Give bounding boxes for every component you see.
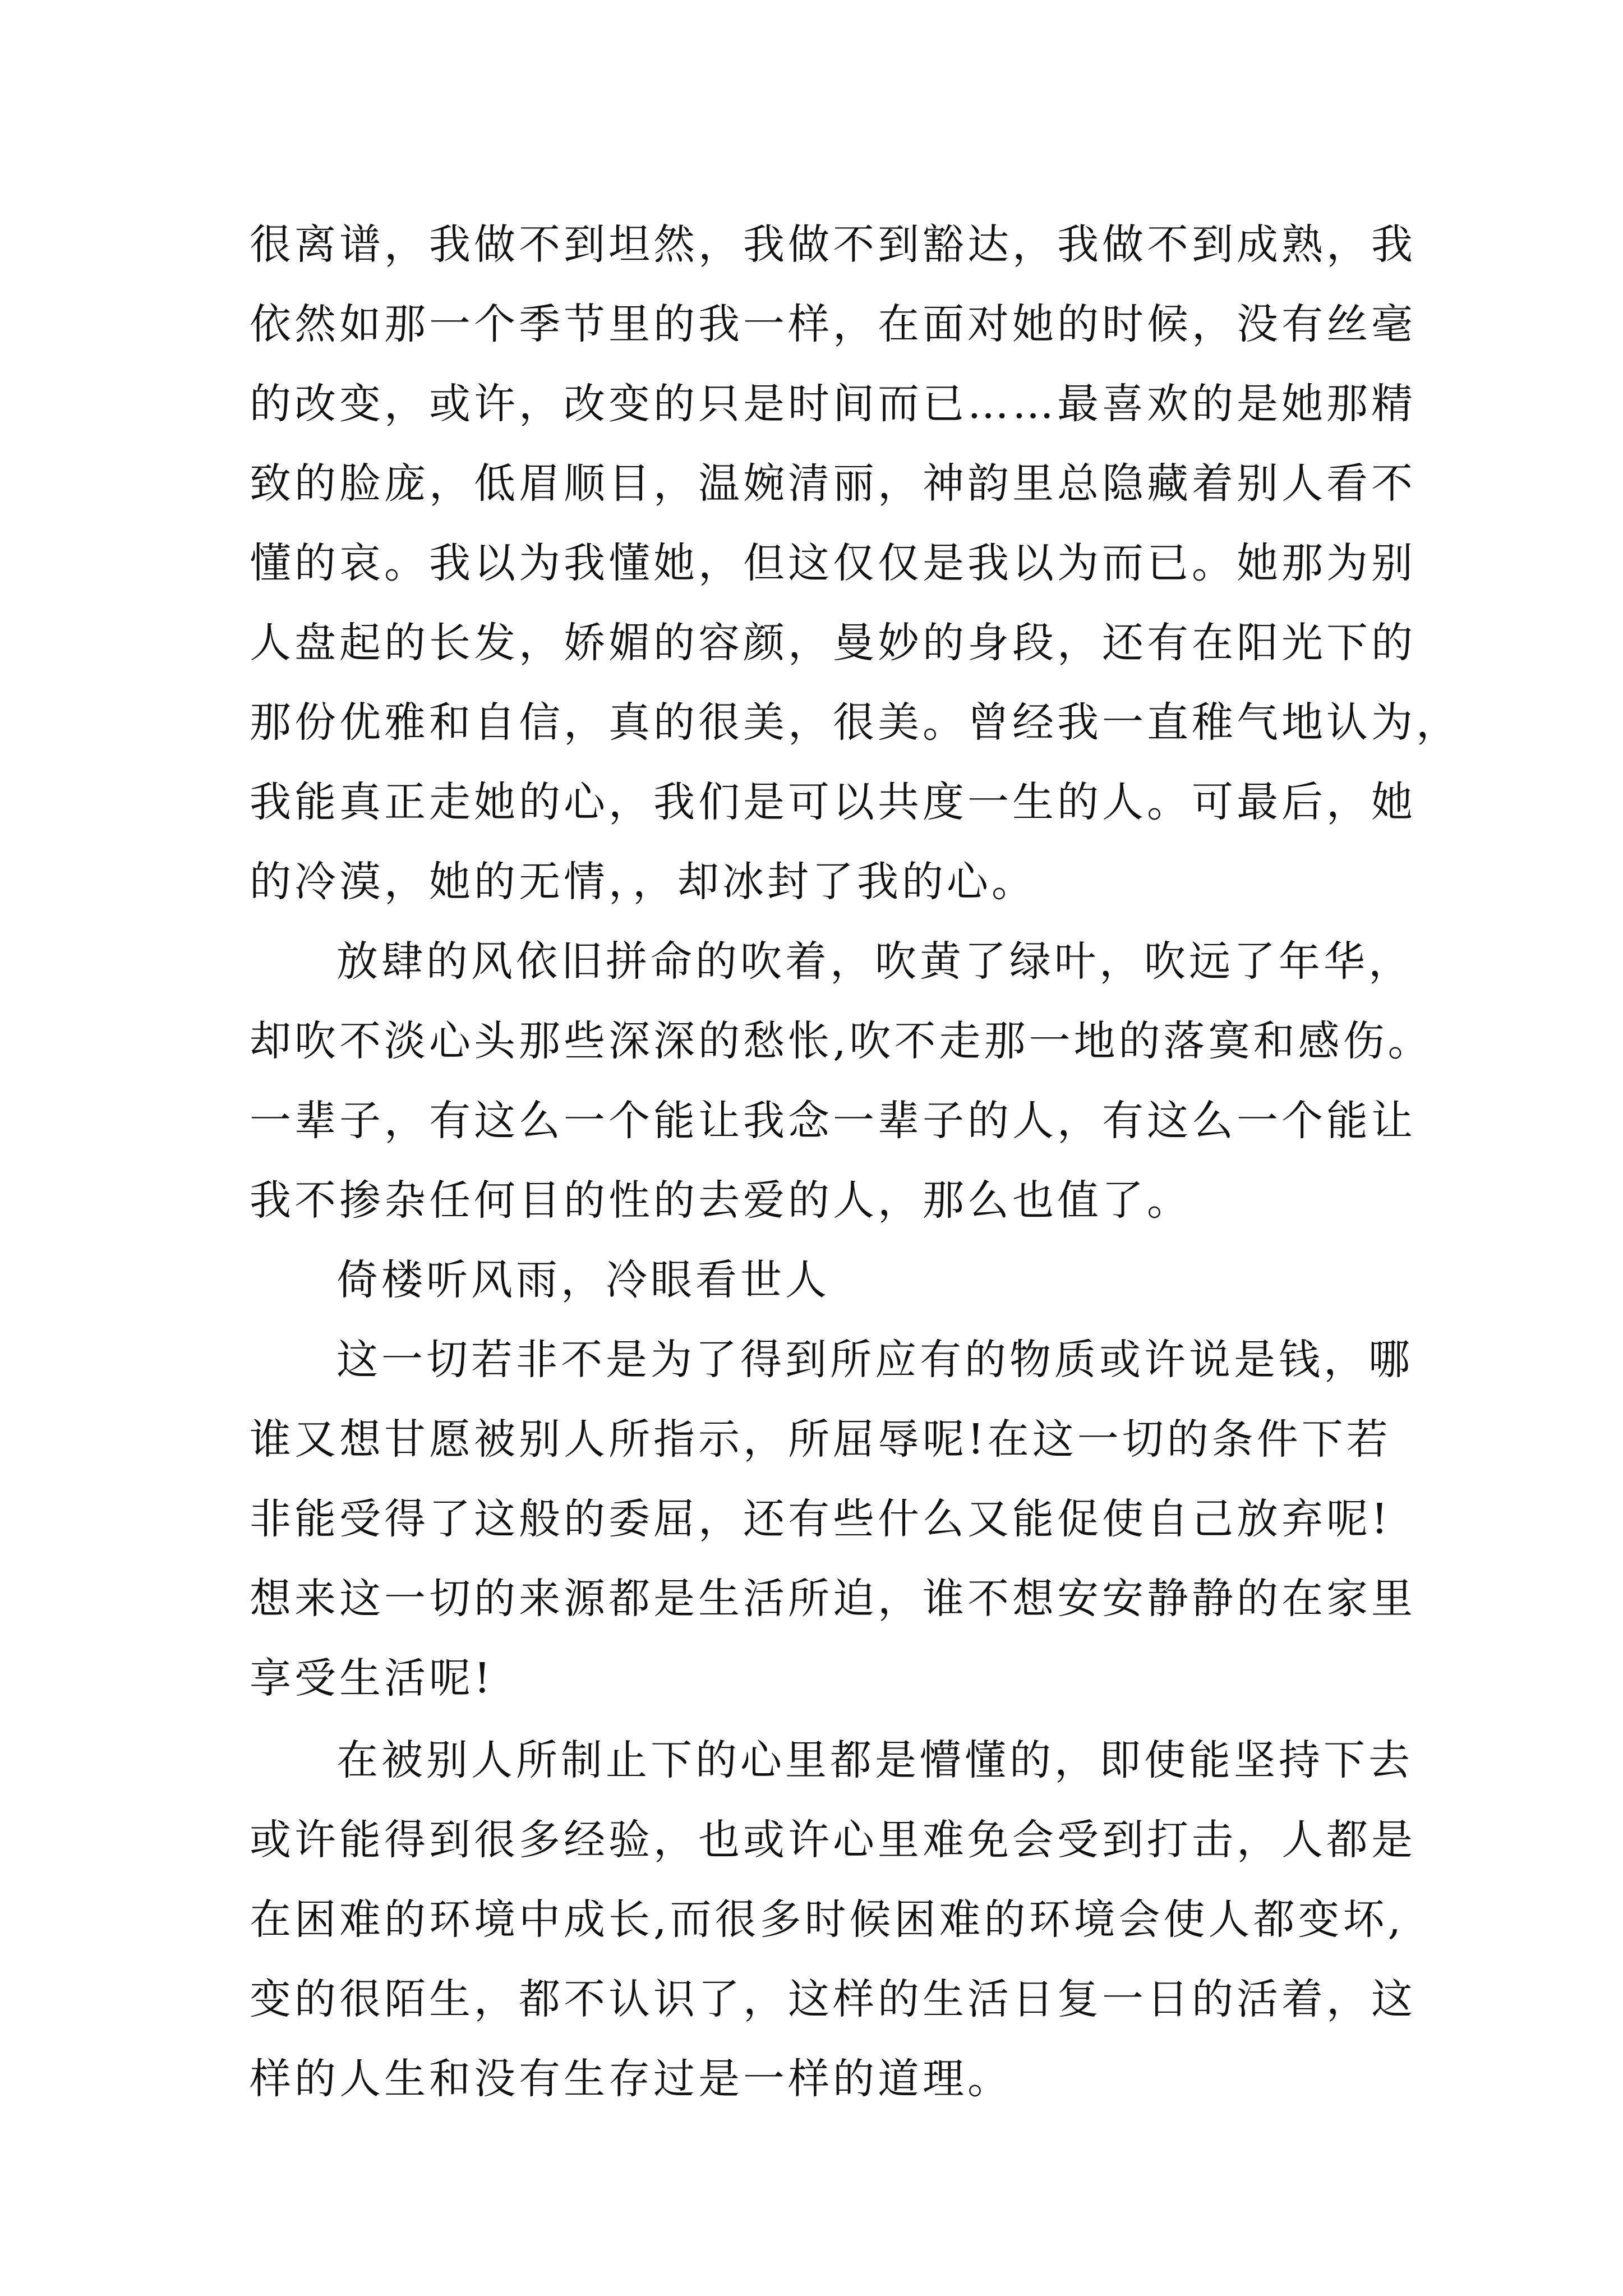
paragraph-first-line: 放肆的风依旧拼命的吹着，吹黄了绿叶，吹远了年华， xyxy=(336,937,1413,986)
text-line: 变的很陌生，都不认识了，这样的生活日复一日的活着，这 xyxy=(250,1975,1416,2023)
text-line: 懂的哀。我以为我懂她，但这仅仅是我以为而已。她那为别 xyxy=(250,539,1416,587)
text-line: 很离谱，我做不到坦然，我做不到豁达，我做不到成熟，我 xyxy=(250,220,1416,269)
text-line: 非能受得了这般的委屈，还有些什么又能促使自己放弃呢! xyxy=(250,1495,1391,1543)
text-line: 样的人生和没有生存过是一样的道理。 xyxy=(250,2055,1012,2103)
text-line: 我能真正走她的心，我们是可以共度一生的人。可最后，她 xyxy=(250,778,1416,826)
text-line: 那份优雅和自信，真的很美，很美。曾经我一直稚气地认为， xyxy=(250,698,1461,747)
text-line: 我不掺杂任何目的性的去爱的人，那么也值了。 xyxy=(250,1176,1192,1225)
text-line: 依然如那一个季节里的我一样，在面对她的时候，没有丝毫 xyxy=(250,300,1416,348)
text-line: 享受生活呢! xyxy=(250,1654,494,1703)
text-line: 谁又想甘愿被别人所指示，所屈辱呢!在这一切的条件下若 xyxy=(250,1415,1391,1464)
text-line: 的改变，或许，改变的只是时间而已……最喜欢的是她那精 xyxy=(250,380,1416,428)
text-line: 在困难的环境中成长,而很多时候困难的环境会使人都变坏, xyxy=(250,1895,1405,1944)
text-line: 的冷漠，她的无情，，却冰封了我的心。 xyxy=(250,858,1036,906)
text-line: 或许能得到很多经验，也或许心里难免会受到打击，人都是 xyxy=(250,1816,1416,1864)
text-line: 想来这一切的来源都是生活所迫，谁不想安安静静的在家里 xyxy=(250,1575,1416,1623)
text-line: 人盘起的长发，娇媚的容颜，曼妙的身段，还有在阳光下的 xyxy=(250,619,1416,667)
text-line: 却吹不淡心头那些深深的愁怅,吹不走那一地的落寞和感伤。 xyxy=(250,1017,1433,1065)
paragraph-first-line: 这一切若非不是为了得到所应有的物质或许说是钱，哪 xyxy=(336,1336,1413,1384)
paragraph-first-line: 在被别人所制止下的心里都是懵懂的，即使能坚持下去 xyxy=(336,1736,1413,1784)
text-line: 致的脸庞，低眉顺目，温婉清丽，神韵里总隐藏着别人看不 xyxy=(250,459,1416,508)
section-heading: 倚楼听风雨，冷眼看世人 xyxy=(336,1256,830,1304)
text-line: 一辈子，有这么一个能让我念一辈子的人，有这么一个能让 xyxy=(250,1097,1416,1145)
